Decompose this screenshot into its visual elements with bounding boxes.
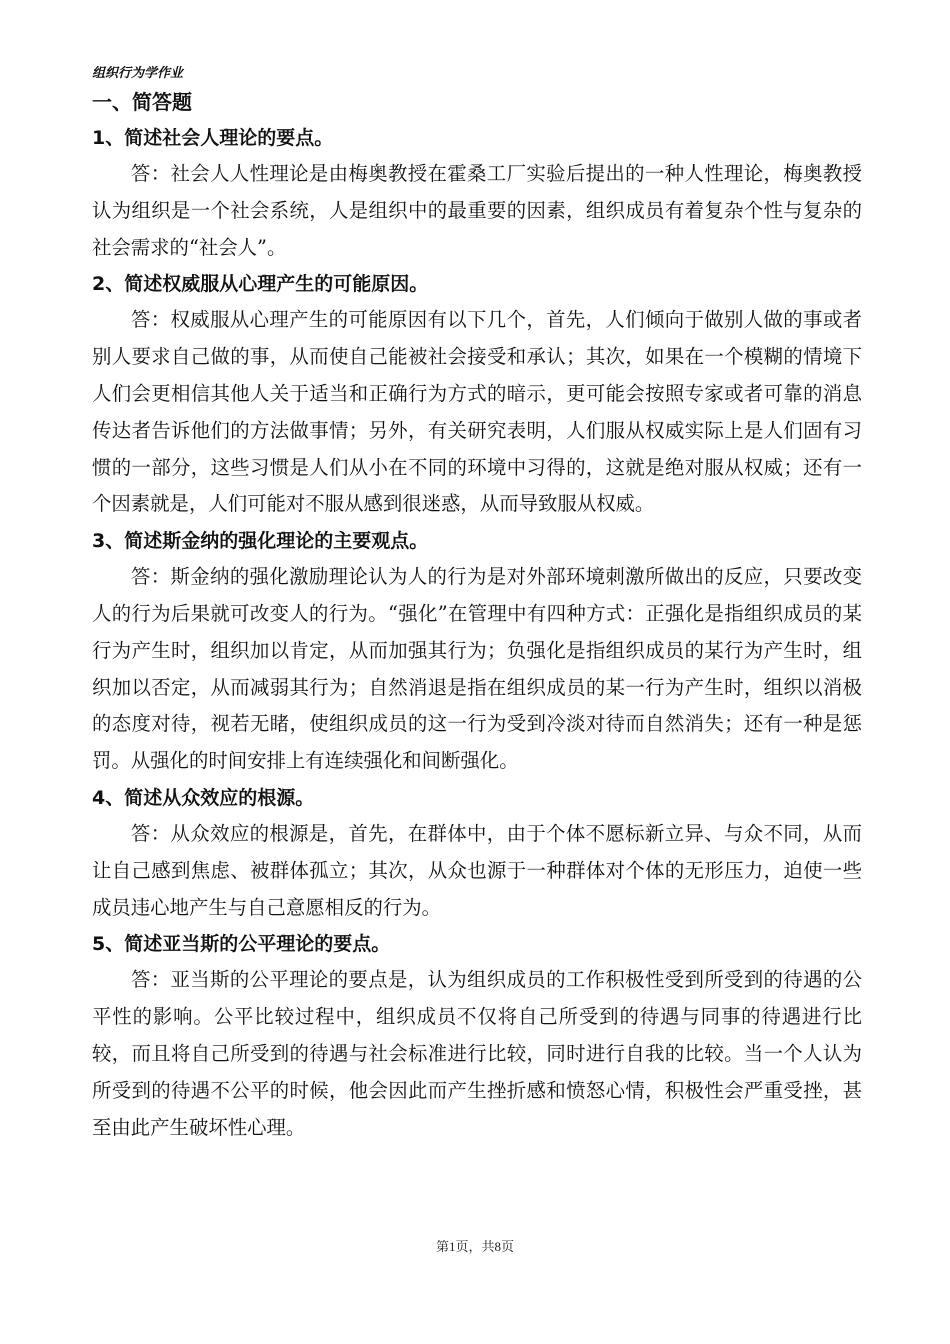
- question-answer: 答：亚当斯的公平理论的要点是，认为组织成员的工作积极性受到所受到的待遇的公平性的影响。公平比较过程中，组织成员不仅将自己所受到的待遇与同事的待遇进行比较，而且将自己所受到的待遇与社会标准进行比较，同时进行自我的比较。当一个人认为所受到的待遇不公平的时候，他会因此而产生挫折感和愤怒心情，积极性会严重受挫，甚至由此产生破坏性心理。: [92, 968, 862, 1139]
- question-block: [92, 120, 862, 266]
- question-block: [92, 266, 862, 523]
- question-answer: 答：从众效应的根源是，首先，在群体中，由于个体不愿标新立异、与众不同，从而让自己感到焦虑、被群体孤立；其次，从众也源于一种群体对个体的无形压力，迫使一些成员违心地产生与自己意愿相反的行为。: [92, 821, 862, 919]
- page-footer: 第1页，共8页: [435, 1239, 514, 1254]
- question-answer: 答：斯金纳的强化激励理论认为人的行为是对外部环境刺激所做出的反应，只要改变人的行为后果就可改变人的行为。“强化”在管理中有四种方式：正强化是指组织成员的某行为产生时，组织加以肯定，从而加强其行为；负强化是指组织成员的某行为产生时，组织加以否定，从而减弱其行为；自然消退是指在组织成员的某一行为产生时，组织以消极的态度对待，视若无睹，使组织成员的这一行为受到冷淡对待而自然消失；还有一种是惩罚。从强化的时间安排上有连续强化和间断强化。: [92, 565, 862, 773]
- question-answer: 答：社会人人性理论是由梅奥教授在霍桑工厂实验后提出的一种人性理论，梅奥教授认为组织是一个社会系统，人是组织中的最重要的因素，组织成员有着复杂个性与复杂的社会需求的“社会人”。: [92, 162, 862, 259]
- question-block: [92, 780, 862, 926]
- question-title: 3、简述斯金纳的强化理论的主要观点。: [92, 530, 429, 553]
- section-heading: 一、简答题: [92, 90, 192, 114]
- question-answer: 答：权威服从心理产生的可能原因有以下几个，首先，人们倾向于做别人做的事或者别人要求自己做的事，从而使自己能被社会接受和承认；其次，如果在一个模糊的情境下人们会更相信其他人关于适当和正确行为方式的暗示，更可能会按照专家或者可靠的消息传达者告诉他们的方法做事情；另外，有关研究表明，人们服从权威实际上是人们固有习惯的一部分，这些习惯是人们从小在不同的环境中习得的，这就是绝对服从权威；还有一个因素就是，人们可能对不服从感到很迷惑，从而导致服从权威。: [92, 308, 862, 516]
- question-block: [92, 523, 862, 780]
- document-title: 组织行为学作业: [92, 66, 184, 81]
- question-title: 4、简述从众效应的根源。: [92, 786, 315, 809]
- question-title: 5、简述亚当斯的公平理论的要点。: [92, 933, 391, 956]
- question-title: 2、简述权威服从心理产生的可能原因。: [92, 273, 429, 296]
- document-body: [92, 64, 862, 1146]
- question-title: 1、简述社会人理论的要点。: [92, 127, 334, 149]
- question-block: [92, 926, 862, 1146]
